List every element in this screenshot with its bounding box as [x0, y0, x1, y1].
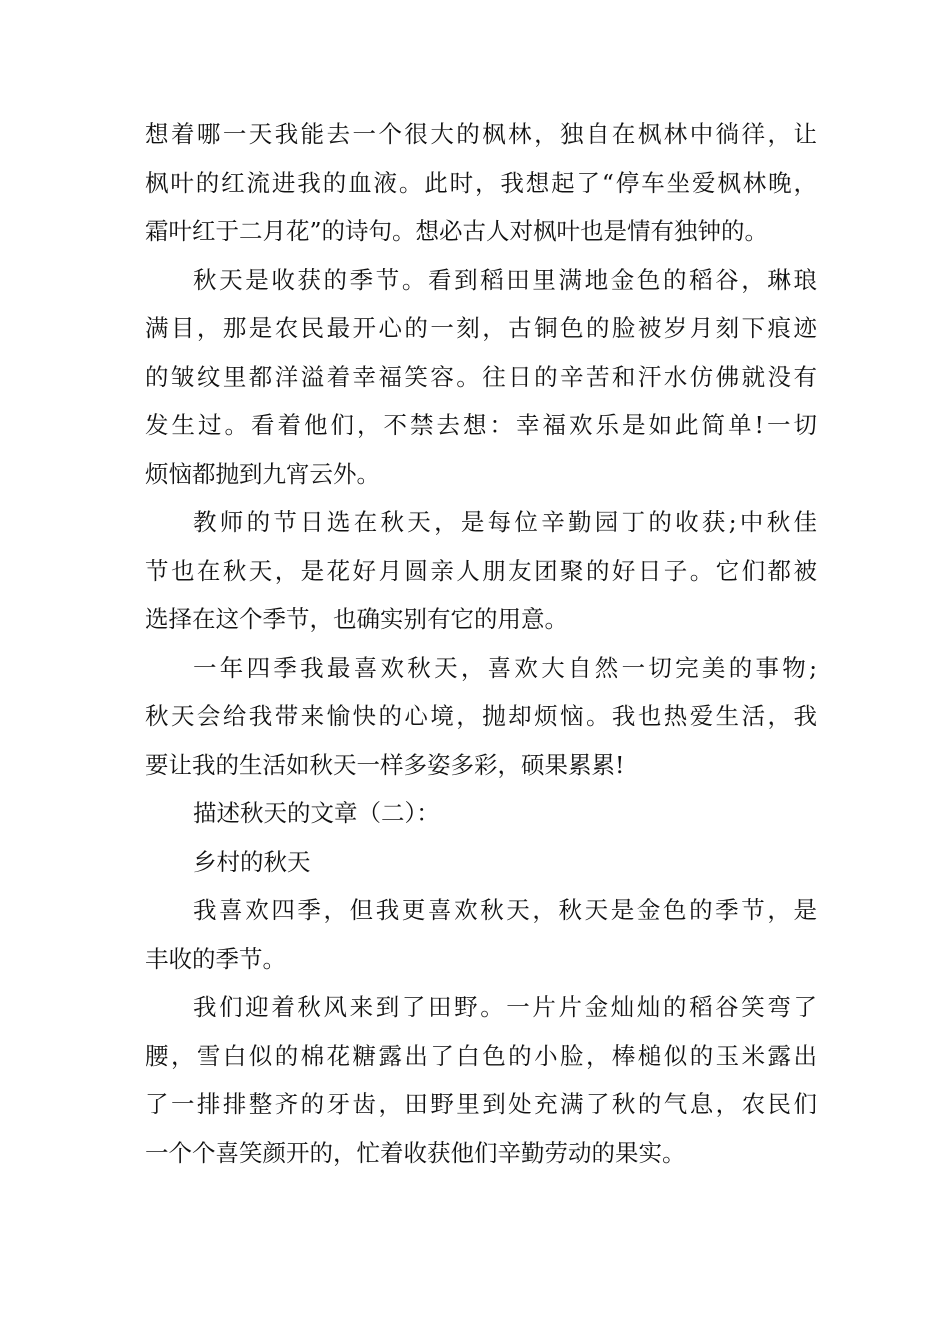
text-line: 秋天是收获的季节。看到稻田里满地金色的稻谷，琳琅: [193, 265, 817, 294]
text-line: 一个个喜笑颜开的，忙着收获他们辛勤劳动的果实。: [145, 1138, 686, 1167]
text-line: 我们迎着秋风来到了田野。一片片金灿灿的稻谷笑弯了: [193, 993, 817, 1021]
text-line: 霜叶红于二月花”的诗句。想必古人对枫叶也是情有独钟的。: [145, 217, 769, 245]
text-line: 节也在秋天，是花好月圆亲人朋友团聚的好日子。它们都被: [145, 556, 817, 585]
text-line: 教师的节日选在秋天，是每位辛勤园丁的收获;中秋佳: [193, 508, 817, 536]
text-line: 发生过。看着他们，不禁去想：幸福欢乐是如此简单!一切: [145, 411, 817, 439]
text-line: 想着哪一天我能去一个很大的枫林，独自在枫林中徜徉，让: [145, 120, 817, 148]
text-line: 选择在这个季节，也确实别有它的用意。: [145, 605, 568, 633]
text-line: 腰，雪白似的棉花糖露出了白色的小脸，棒槌似的玉米露出: [145, 1041, 817, 1070]
text-line: 烦恼都抛到九宵云外。: [145, 459, 380, 488]
text-line: 丰收的季节。: [145, 944, 286, 973]
section-heading: 描述秋天的文章（二）：: [193, 799, 440, 827]
text-line: 要让我的生活如秋天一样多姿多彩，硕果累累!: [145, 750, 625, 779]
text-line: 枫叶的红流进我的血液。此时，我想起了“停车坐爱枫林晚，: [145, 168, 817, 197]
text-line: 秋天会给我带来愉快的心境，抛却烦恼。我也热爱生活，我: [145, 702, 817, 730]
text-line: 一年四季我最喜欢秋天，喜欢大自然一切完美的事物;: [193, 653, 817, 682]
article-title: 乡村的秋天: [193, 847, 311, 876]
text-line: 我喜欢四季，但我更喜欢秋天，秋天是金色的季节，是: [193, 896, 817, 924]
text-line: 的皱纹里都洋溢着幸福笑容。往日的辛苦和汗水仿佛就没有: [145, 362, 817, 391]
text-line: 了一排排整齐的牙齿，田野里到处充满了秋的气息，农民们: [145, 1090, 817, 1118]
document-body: [145, 110, 817, 1177]
text-line: 满目，那是农民最开心的一刻，古铜色的脸被岁月刻下痕迹: [145, 314, 817, 342]
